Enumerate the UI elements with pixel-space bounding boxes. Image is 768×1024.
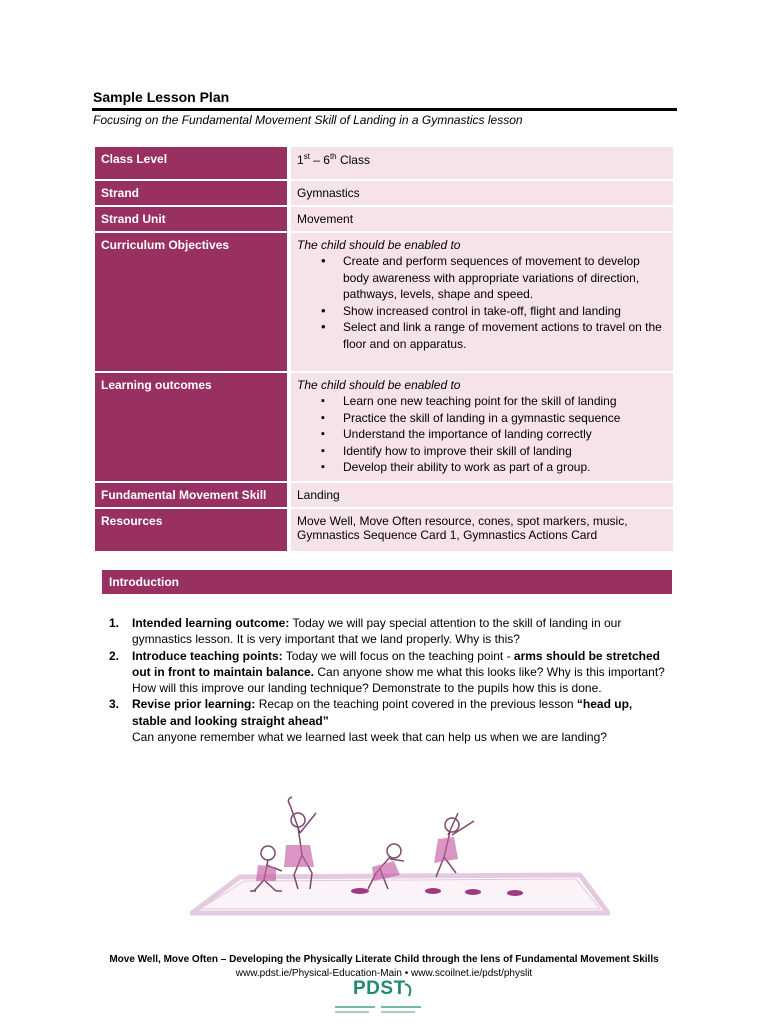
doc-title: Sample Lesson Plan	[93, 89, 230, 105]
objectives-intro: The child should be enabled to	[297, 238, 461, 252]
value-strand-unit: Movement	[291, 207, 673, 231]
list-item: • Create and perform sequences of movement to develop body awareness with appropriate variations of direction, pathways, levels, shape and speed.	[343, 253, 667, 303]
list-item: • Show increased control in take-off, flight and landing	[343, 303, 667, 320]
list-item: 2. Introduce teaching points: Today we will focus on the teaching point - arms should be stretched out in front to maintain balance. Can anyone show me what this looks like? Why is this important? How will this improve our landing technique? Demonstrate to the pupils how this is done.	[109, 648, 665, 696]
list-item: ▪ Understand the importance of landing correctly	[343, 426, 667, 443]
row-strand	[95, 181, 673, 205]
list-item: ▪ Develop their ability to work as part of a group.	[343, 459, 667, 476]
row-objectives	[95, 233, 673, 371]
label-objectives: Curriculum Objectives	[95, 233, 291, 371]
list-item: ▪ Learn one new teaching point for the skill of landing	[343, 393, 667, 410]
list-item: ▪ Identify how to improve their skill of landing	[343, 443, 667, 460]
list-item: 1. Intended learning outcome: Today we will pay special attention to the skill of landing in our gymnastics lesson. It is very important that we land properly. Why is this?	[109, 616, 622, 647]
label-class-level: Class Level	[95, 147, 291, 179]
label-resources: Resources	[95, 509, 291, 551]
outcomes-intro: The child should be enabled to	[297, 378, 461, 392]
row-class-level	[95, 147, 673, 179]
label-outcomes: Learning outcomes	[95, 373, 291, 481]
label-strand: Strand	[95, 181, 291, 205]
value-outcomes	[291, 373, 673, 481]
list-item: • Select and link a range of movement actions to travel on the floor and on apparatus.	[343, 319, 667, 352]
logo-accent	[333, 980, 433, 1020]
footer-separator: •	[401, 968, 412, 979]
row-strand-unit	[95, 207, 673, 231]
list-item: ▪ Practice the skill of landing in a gymnastic sequence	[343, 410, 667, 427]
outcomes-list	[297, 393, 667, 476]
doc-subtitle: Focusing on the Fundamental Movement Skill of Landing in a Gymnastics lesson	[93, 113, 523, 127]
footer-link-scoilnet[interactable]: www.scoilnet.ie/pdst/physlit	[411, 968, 533, 979]
children-gymnastics-illustration-icon	[190, 795, 610, 917]
row-outcomes	[95, 373, 673, 481]
value-class-level: 1st – 6th Class	[291, 147, 673, 179]
title-rule	[92, 108, 677, 111]
logo-text: PDST	[353, 978, 406, 999]
value-objectives	[291, 233, 673, 371]
footer-tagline: Move Well, Move Often – Developing the Physically Literate Child through the lens of Fundamental Movement Skills	[109, 954, 659, 965]
list-item: 3. Revise prior learning: Recap on the teaching point covered in the previous lesson “head up, stable and looking straight ahead” Can anyone remember what we learned last week that can help us when we are landing?	[109, 697, 633, 745]
value-fms: Landing	[291, 483, 673, 507]
footer-link-pe[interactable]: www.pdst.ie/Physical-Education-Main	[235, 968, 402, 979]
value-resources: Move Well, Move Often resource, cones, spot markers, music, Gymnastics Sequence Card 1, Gymnastics Actions Card	[291, 509, 673, 551]
row-fms	[95, 483, 673, 507]
value-strand: Gymnastics	[291, 181, 673, 205]
objectives-list	[297, 253, 667, 352]
introduction-steps	[109, 615, 669, 745]
pdst-logo-icon	[333, 980, 433, 1020]
row-resources	[95, 509, 673, 551]
label-fms: Fundamental Movement Skill	[95, 483, 291, 507]
introduction-heading: Introduction	[102, 570, 672, 594]
label-strand-unit: Strand Unit	[95, 207, 291, 231]
lesson-plan-table	[95, 145, 673, 553]
